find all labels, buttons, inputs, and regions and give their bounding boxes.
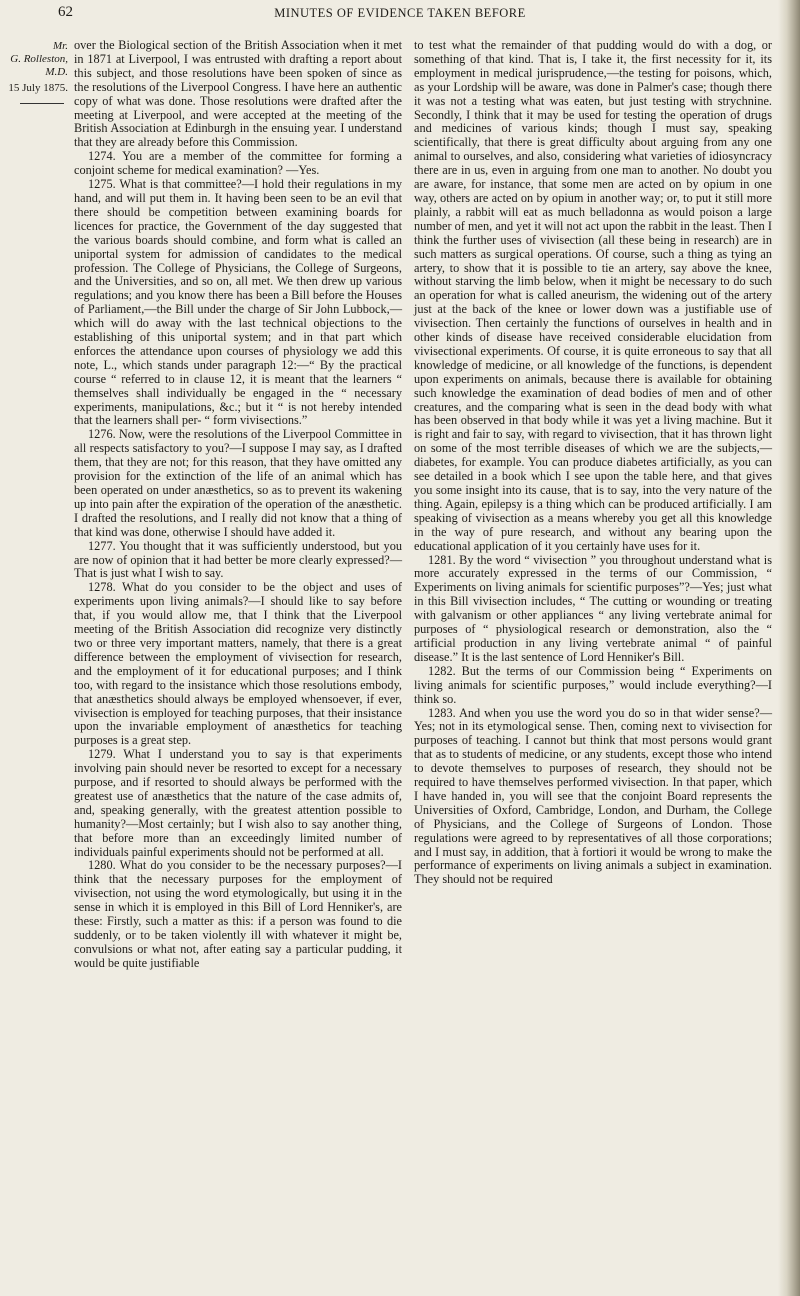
running-title: MINUTES OF EVIDENCE TAKEN BEFORE	[274, 6, 526, 20]
paragraph: 1281. By the word “ vivisection ” you throughout understand what is more accurately expressed in the terms of our Commission, “ Experiments on living animals for scientific purposes”?—Yes; just what in this Bill vivisection includes, “ The cutting or wounding or treating with galvanism or other appliances “ any living vertebrate animal for purposes of “ physiological research or demonstration, also the “ artificial production in any living vertebrate animal “ of painful disease.” It is the last sentence of Lord Henniker's Bill.	[414, 552, 772, 664]
witness-name: G. Rolleston,	[10, 53, 68, 66]
right-column	[414, 39, 772, 887]
paragraph: to test what the remainder of that pudding would do with a dog, or something of that kind. That is, I take it, the first necessity for it, its employment in medical jurisprudence,—the testing for poisons, which, as your Lordship will be aware, was done in Palmer's case; though there it was not a testing what was eaten, but just testing with strychnine. Secondly, I think that it may be used for testing the operation of drugs and medicines of various kinds; though I must say, speaking scientifically, that there is great difficulty about arguing from any one animal to ourselves, and also, considering what varieties of idiosyncracy there are in us, even in arguing from one man to another. No doubt you are aware, for instance, that some men are acted on by opium in one way, others are acted on by opium in another way; or, to put it still more plainly, a rabbit will eat as much belladonna as would poison a large number of men, and yet it will not act upon the rabbit in the least. Then I think the further uses of vivisection (all these being in research) are in such matters as surgical operations. Of course, such a thing as tying an artery, to show that it is possible to tie an artery, say above the knee, without starving the limb below, when it might be necessary to do such an operation for what is called aneurism, the widening out of the artery just at the back of the knee or lower down was a justifiable use of vivisection. Then certainly the functions of ourselves in health and in other kinds of disease have received considerable elucidation from vivisectional experiments. Of course, it is quite erroneous to say that all knowledge of medicine, or all knowledge of the functions, is dependent upon experiments on animals, because there is available for obtaining such knowledge the examination of dead bodies of men and of other creatures, and the comparing what is seen in the dead body with what has been observed in that body while it was yet a living machine. But it is right and fair to say, with regard to vivisection, that it has thrown light on some of the most terrible diseases of which we are the subjects,—diabetes, for example. You can produce diabetes artificially, as you can see detailed in a book which I see upon the table here, and that gives you some insight into its cause, that is to say, into the very nature of the thing. Again, epilepsy is a thing which can be produced artificially. I am speaking of vivisection as a means whereby you get all this knowledge in the way of pure research, and without any bearing upon the educational application of it you certainly have uses for it.	[414, 38, 772, 553]
page-number: 62	[58, 4, 73, 20]
witness-degree: M.D.	[45, 66, 68, 79]
paragraph: 1276. Now, were the resolutions of the Liverpool Committee in all respects satisfactory to you?—I suppose I may say, as I drafted them, that they are not; for this reason, that they have omitted any provision for the extinction of the life of an animal which has been operated on under anæsthetics, so as to prevent its wakening up into pain after the expiration of the operation of the anæsthetic. I drafted the resolutions, and I really did not know that a thing of that kind was done, otherwise I should have added it.	[74, 427, 402, 539]
paragraph: over the Biological section of the British Association when it met in 1871 at Liverpool, I was entrusted with drafting a report about this subject, and those resolutions have been spoken of since as the resolutions of the Liverpool Congress. I have here an authentic copy of what was done. Those resolutions were drafted after the meeting at Liverpool, and were accepted at the meeting of the British Association at Edinburgh in the ensuing year. I understand that they are already before this Commission.	[74, 38, 402, 150]
margin-rule	[20, 103, 64, 104]
paragraph: 1283. And when you use the word you do so in that wider sense?—Yes; not in its etymological sense. Then, coming next to vivisection for purposes of teaching. I cannot but think that most persons would grant that as to students of medicine, or any students, except those who intend to devote themselves to purposes of research, they should not be required to have themselves performed vivisection. In that paper, which I have handed in, you will see that the conjoint Board represents the Universities of Oxford, Cambridge, London, and Durham, the College of Physicians, and the College of Surgeons of London. Those regulations were agreed to by representatives of all those corporations; and I must say, in addition, that à fortiori it would be wrong to make the performance of experiments on living animals a subject in examination. They should not be required	[414, 705, 772, 887]
paragraph: 1279. What I understand you to say is that experiments involving pain should never be resorted to except for a necessary purpose, and if resorted to should always be performed with the greatest use of anæsthetics that the nature of the case admits of, and, speaking generally, with the greatest attention possible to humanity?—Most certainly; but I wish also to say another thing, that before more than an exceedingly limited number of individuals painful experiments should not be performed at all.	[74, 747, 402, 859]
paragraph: 1278. What do you consider to be the object and uses of experiments upon living animals?—I should like to say before that, if you would allow me, that I think that the Liverpool meeting of the British Association did recognize very distinctly two or three very important matters, namely, that there is a great difference between the employment of vivisection for research, and the employment of it for educational purposes; and I think too, with regard to the insistance which those resolutions embody, that anæsthetics should always be employed whensoever, if ever, vivisection is employed for teaching purposes, that their insistance upon the invariable employment of anæsthetics for teaching purposes is a great step.	[74, 580, 402, 748]
paragraph: 1277. You thought that it was sufficiently understood, but you are now of opinion that it had better be more clearly expressed?—That is just what I wish to say.	[74, 538, 402, 581]
margin-note	[6, 40, 68, 104]
left-column	[74, 39, 402, 971]
witness-title: Mr.	[53, 40, 68, 52]
paragraph: 1275. What is that committee?—I hold their regulations in my hand, and will put them in. It having been seen to be an evil that there should be competition between examining boards for licences for practice, the Government of the day suggested that the various boards should combine, and form what is called an uniportal system for admission of candidates to the medical profession. The College of Physicians, the College of Surgeons, and the Universities, and so on, all met. We then drew up various regulations; and you know there has been a Bill before the Houses of Parliament,—the Bill under the charge of Sir John Lubbock,—which will do away with the last technical objections to the establishing of this uniportal system; and in that part which enforces the attendance upon courses of physiology we add this note, L., which stands under paragraph 12:—“ By the practical course “ referred to in clause 12, it is meant that the learners “ themselves shall individually be engaged in the “ necessary experiments, manipulations, &c.; but it “ is not hereby intended that the learners shall per- “ form vivisections.”	[74, 177, 402, 428]
page-edge-shadow	[778, 0, 800, 1296]
paragraph: 1280. What do you consider to be the necessary purposes?—I think that the necessary purposes for the employment of vivisection, not using the word etymologically, but using it in the sense in which it is employed in this Bill of Lord Henniker's, are these: Firstly, such a matter as this: if a person was found to die suddenly, or to be taken violently ill with whatever it might be, convulsions or what not, after eating say a particular pudding, it would be quite justifiable	[74, 858, 402, 970]
paragraph: 1282. But the terms of our Commission being “ Experiments on living animals for scientific purposes,” would include everything?—I think so.	[414, 663, 772, 706]
margin-date: 15 July 1875.	[8, 81, 68, 94]
running-header	[0, 6, 800, 21]
paragraph: 1274. You are a member of the committee for forming a conjoint scheme for medical examination? —Yes.	[74, 149, 402, 178]
